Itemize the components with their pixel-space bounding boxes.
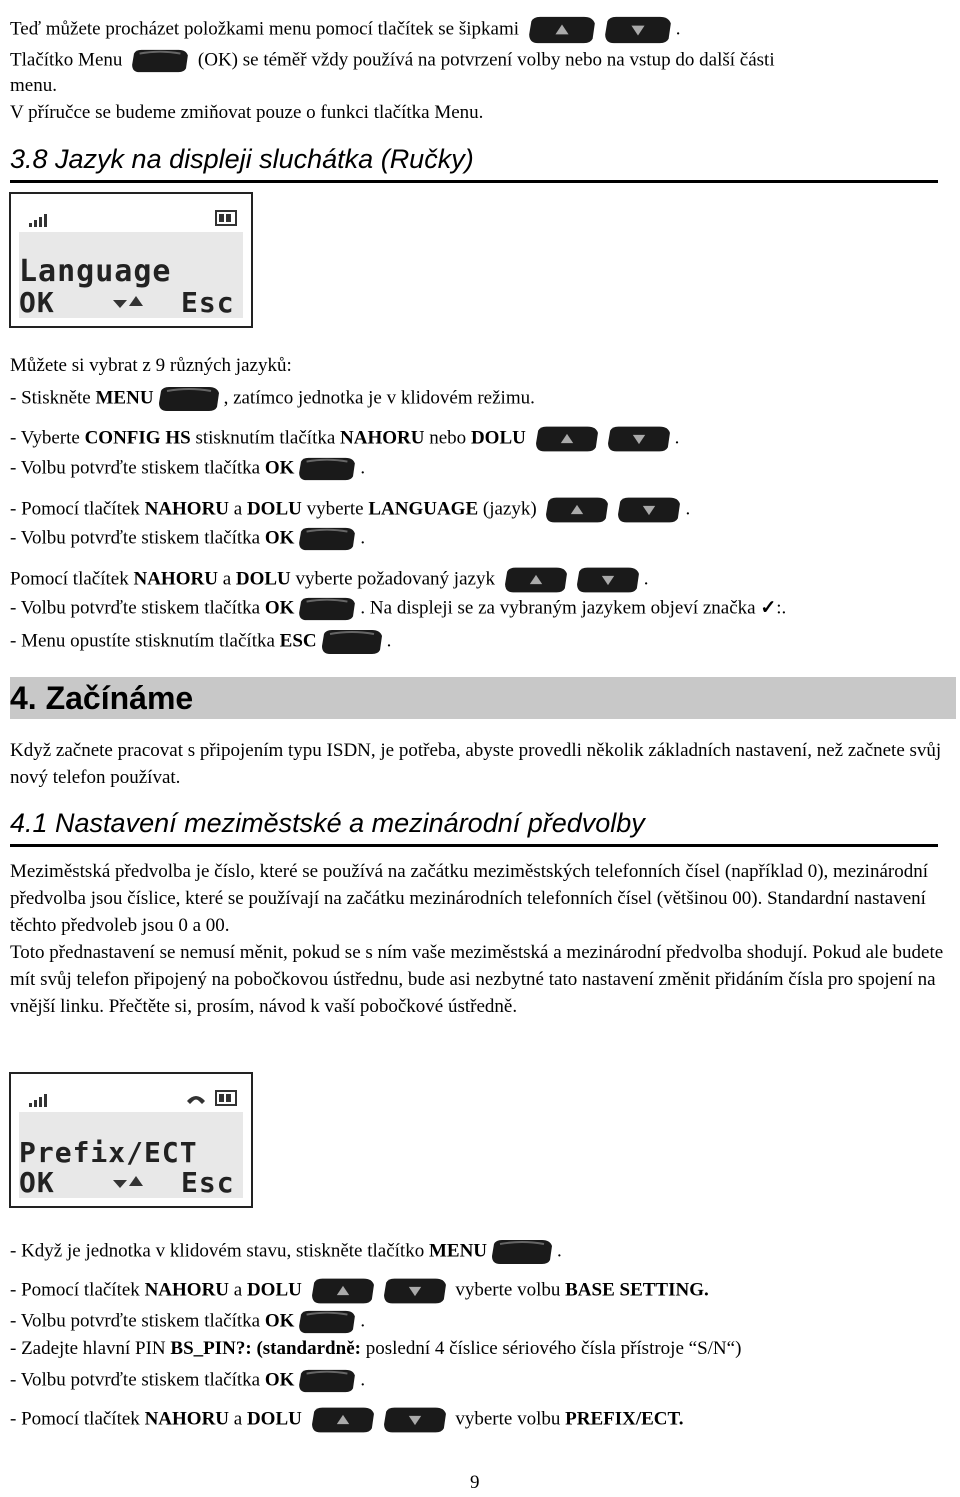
page-number: 9 [470, 1472, 480, 1493]
step-4-1-6: - Pomocí tlačítek NAHORU a DOLU vyberte volbu PREFIX/ECT. [10, 1405, 684, 1435]
ok-key-icon [297, 596, 357, 622]
battery-icon [215, 1090, 239, 1106]
down-arrow-key-icon [603, 14, 673, 46]
step-4-1-1: - Když je jednotka v klidovém stavu, stiskněte tlačítko MENU . [10, 1238, 562, 1266]
esc-key-icon [320, 628, 384, 656]
step-3-8-2: - Vyberte CONFIG HS stisknutím tlačítka NAHORU nebo DOLU . [10, 424, 679, 454]
section-3-8-rule [10, 180, 938, 183]
section-4-para: Když začnete pracovat s připojením typu ISDN, je potřeba, abyste provedli několik základních nastavení, než začnete svůj nový telefon používat. [10, 740, 942, 788]
up-arrow-key-icon [527, 14, 597, 46]
lcd-main-text: Prefix/ECT [19, 1136, 198, 1169]
battery-icon [215, 210, 239, 226]
intro-line-1: Teď můžete procházet položkami menu pomocí tlačítek se šipkami . [10, 14, 681, 46]
intro-text-1: Teď můžete procházet položkami menu pomocí tlačítek se šipkami [10, 18, 520, 40]
intro-line-4: V příručce se budeme zmiňovat pouze o funkci tlačítka Menu. [10, 102, 484, 123]
section-3-8-title: 3.8 Jazyk na displeji sluchátka (Ručky) [10, 144, 474, 174]
step-4-1-4: - Zadejte hlavní PIN BS_PIN?: (standardně: poslední 4 číslice sériového čísla přístroje “S/N“) [10, 1338, 742, 1359]
section-4-1-para-1: Meziměstská předvolba je číslo, které se používá na začátku meziměstských telefonních čísel (například 0), mezinárodní předvolba jsou číslice, které se používají na začátku mezinárodních telefonních čísel (většinou 00). Standardní nastavení těchto předvoleb jsou 0 a 00. [10, 861, 928, 936]
step-4-1-2: - Pomocí tlačítek NAHORU a DOLU vyberte volbu BASE SETTING. [10, 1276, 709, 1306]
down-arrow-key-icon [606, 424, 672, 454]
lcd-softkey-right: Esc [181, 286, 235, 319]
section-3-8-intro: Můžete si vybrat z 9 různých jazyků: [10, 355, 292, 376]
step-3-8-8: - Menu opustíte stisknutím tlačítka ESC . [10, 628, 391, 656]
down-arrow-key-icon [382, 1276, 448, 1306]
down-arrow-key-icon [575, 565, 641, 595]
signal-icon [29, 212, 51, 228]
up-arrow-key-icon [310, 1276, 376, 1306]
menu-key-icon [490, 1238, 554, 1266]
step-3-8-7: - Volbu potvrďte stiskem tlačítka OK . Na displeji se za vybraným jazykem objeví značka ✓:. [10, 596, 786, 622]
up-arrow-key-icon [310, 1405, 376, 1435]
lcd-softkey-left: OK [19, 286, 55, 319]
step-3-8-5: - Volbu potvrďte stiskem tlačítka OK . [10, 526, 365, 552]
up-arrow-key-icon [544, 495, 610, 525]
lcd-language-display [9, 192, 253, 328]
lcd-main-text: Language [19, 254, 172, 289]
up-arrow-key-icon [534, 424, 600, 454]
up-arrow-key-icon [503, 565, 569, 595]
nav-arrows-icon [111, 292, 147, 312]
step-3-8-3: - Volbu potvrďte stiskem tlačítka OK . [10, 456, 365, 482]
phone-handset-icon [185, 1090, 207, 1106]
signal-icon [29, 1092, 51, 1108]
menu-key-icon [157, 385, 221, 413]
ok-key-icon [297, 456, 357, 482]
lcd-softkey-right: Esc [181, 1166, 235, 1199]
step-4-1-5: - Volbu potvrďte stiskem tlačítka OK . [10, 1368, 365, 1394]
ok-key-icon [297, 526, 357, 552]
step-4-1-3: - Volbu potvrďte stiskem tlačítka OK . [10, 1309, 365, 1335]
checkmark-icon: ✓ [760, 597, 777, 619]
intro-line-3: menu. [10, 75, 57, 96]
nav-arrows-icon [111, 1172, 147, 1192]
section-4-1-rule [10, 844, 938, 847]
intro-line-2: Tlačítko Menu (OK) se téměř vždy používá na potvrzení volby nebo na vstup do další části [10, 48, 775, 74]
lcd-softkey-left: OK [19, 1166, 55, 1199]
section-4-1-para-2: Toto přednastavení se nemusí měnit, pokud se s ním vaše meziměstská a mezinárodní předvolba shodují. Pokud ale budete mít svůj telefon připojený na pobočkovou ústřednu, bude asi nezbytné tato nastavení změnit přidáním čísla pro spojení na vnější linku. Přečtěte si, prosím, návod k vaší pobočkové ústředně. [10, 942, 944, 1017]
step-3-8-6: Pomocí tlačítek NAHORU a DOLU vyberte požadovaný jazyk . [10, 565, 648, 595]
ok-key-icon [297, 1368, 357, 1394]
ok-key-icon [297, 1309, 357, 1335]
down-arrow-key-icon [616, 495, 682, 525]
step-3-8-1: - Stiskněte MENU , zatímco jednotka je v klidovém režimu. [10, 385, 535, 413]
step-3-8-4: - Pomocí tlačítek NAHORU a DOLU vyberte LANGUAGE (jazyk) . [10, 495, 690, 525]
menu-key-icon [130, 48, 190, 74]
down-arrow-key-icon [382, 1405, 448, 1435]
section-4-title: 4. Začínáme [10, 680, 194, 716]
lcd-prefix-display [9, 1072, 253, 1208]
section-4-1-title: 4.1 Nastavení meziměstské a mezinárodní předvolby [10, 808, 645, 838]
